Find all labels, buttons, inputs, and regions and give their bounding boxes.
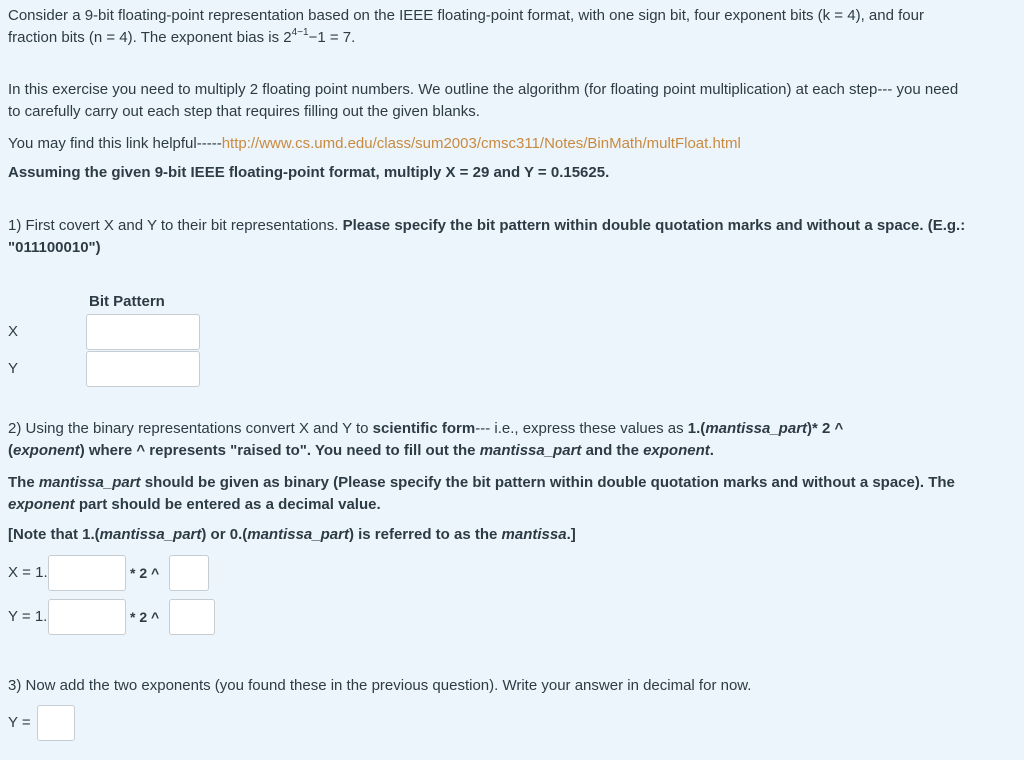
helpful-link[interactable]: http://www.cs.umd.edu/class/sum2003/cmsc311/Notes/BinMath/multFloat.html: [221, 135, 741, 152]
q2-t2b: exponent: [13, 442, 80, 459]
q2-t2e: and the: [581, 442, 644, 459]
exponent-sum-input[interactable]: [37, 705, 75, 741]
y-exponent-input[interactable]: [169, 599, 215, 635]
x-times-two-power: * 2 ^: [130, 565, 160, 581]
x-sci-prefix: X = 1.: [8, 564, 48, 581]
q2-text-line1: [8, 418, 843, 440]
helpful-line: [8, 133, 741, 155]
y-bit-pattern-input[interactable]: [86, 351, 200, 387]
q2-t1b: scientific form: [372, 420, 476, 437]
q3-text: 3) Now add the two exponents (you found these in the previous question). Write your answer in decimal for now.: [8, 677, 752, 694]
q3-label: Y =: [8, 714, 31, 731]
exercise-text-line1: In this exercise you need to multiply 2 floating point numbers. We outline the algorithm (for floating point multiplication) at each step--- you need: [8, 81, 959, 98]
q1-text-line2: "011100010"): [8, 239, 101, 256]
q1-text-line1: [8, 215, 965, 237]
x-row-label: X: [8, 323, 19, 340]
x-bit-pattern-input[interactable]: [86, 314, 200, 350]
q2-note: [8, 524, 576, 546]
y-times-two-power: * 2 ^: [130, 609, 160, 625]
q2-p2d: exponent: [8, 496, 75, 513]
intro-text-line2: [8, 27, 355, 49]
intro-bias-text: fraction bits (n = 4). The exponent bias is 2: [8, 29, 292, 46]
intro-bias-superscript: 4−1: [291, 27, 309, 38]
q2-mantissa-paragraph-line1: [8, 472, 955, 494]
q2-t1f: )* 2 ^: [807, 420, 844, 437]
q2-t2d: mantissa_part: [479, 442, 582, 459]
q2-t1d: 1.(: [687, 420, 706, 437]
intro-bias-tail: −1 = 7.: [308, 29, 356, 46]
y-row-label: Y: [8, 360, 19, 377]
q2-t1a: 2) Using the binary representations convert X and Y to: [8, 420, 373, 437]
q2-t1c: --- i.e., express these values as: [475, 420, 688, 437]
q2-text-line2: [8, 440, 714, 462]
q2-p2c: should be given as binary (Please specify the bit pattern within double quotation marks and without a space). The: [140, 474, 955, 491]
y-mantissa-input[interactable]: [48, 599, 126, 635]
q2-note-c: ) or 0.(: [201, 526, 248, 543]
q1-text-b: Please specify the bit pattern within double quotation marks and without a space. (E.g.:: [342, 217, 966, 234]
q2-t2g: .: [709, 442, 714, 459]
x-exponent-input[interactable]: [169, 555, 209, 591]
q2-t2c: ) where ^ represents "raised to". You need to fill out the: [79, 442, 480, 459]
q2-note-f: mantissa: [501, 526, 567, 543]
q2-t1e: mantissa_part: [705, 420, 808, 437]
q2-t2f: exponent: [643, 442, 710, 459]
q2-note-b: mantissa_part: [99, 526, 202, 543]
y-sci-prefix: Y = 1.: [8, 608, 48, 625]
helpful-prefix: You may find this link helpful-----: [8, 135, 222, 152]
q1-text-a: 1) First covert X and Y to their bit representations.: [8, 217, 343, 234]
bit-pattern-header: Bit Pattern: [89, 293, 165, 310]
q2-p2a: The: [8, 474, 39, 491]
q2-p2b: mantissa_part: [38, 474, 141, 491]
q2-mantissa-paragraph-line2: [8, 494, 381, 516]
q2-t2a: (: [8, 442, 13, 459]
x-mantissa-input[interactable]: [48, 555, 126, 591]
q2-note-a: [Note that 1.(: [8, 526, 100, 543]
intro-text-line1: Consider a 9-bit floating-point representation based on the IEEE floating-point format, with one sign bit, four exponent bits (k = 4), and four: [8, 7, 924, 24]
assumption-text: Assuming the given 9-bit IEEE floating-point format, multiply X = 29 and Y = 0.15625.: [8, 164, 610, 181]
q2-note-d: mantissa_part: [247, 526, 349, 543]
q2-p2e: part should be entered as a decimal value.: [74, 496, 381, 513]
q2-note-e: ) is referred to as the: [348, 526, 502, 543]
q2-note-g: .]: [566, 526, 576, 543]
exercise-text-line2: to carefully carry out each step that requires filling out the given blanks.: [8, 103, 480, 120]
